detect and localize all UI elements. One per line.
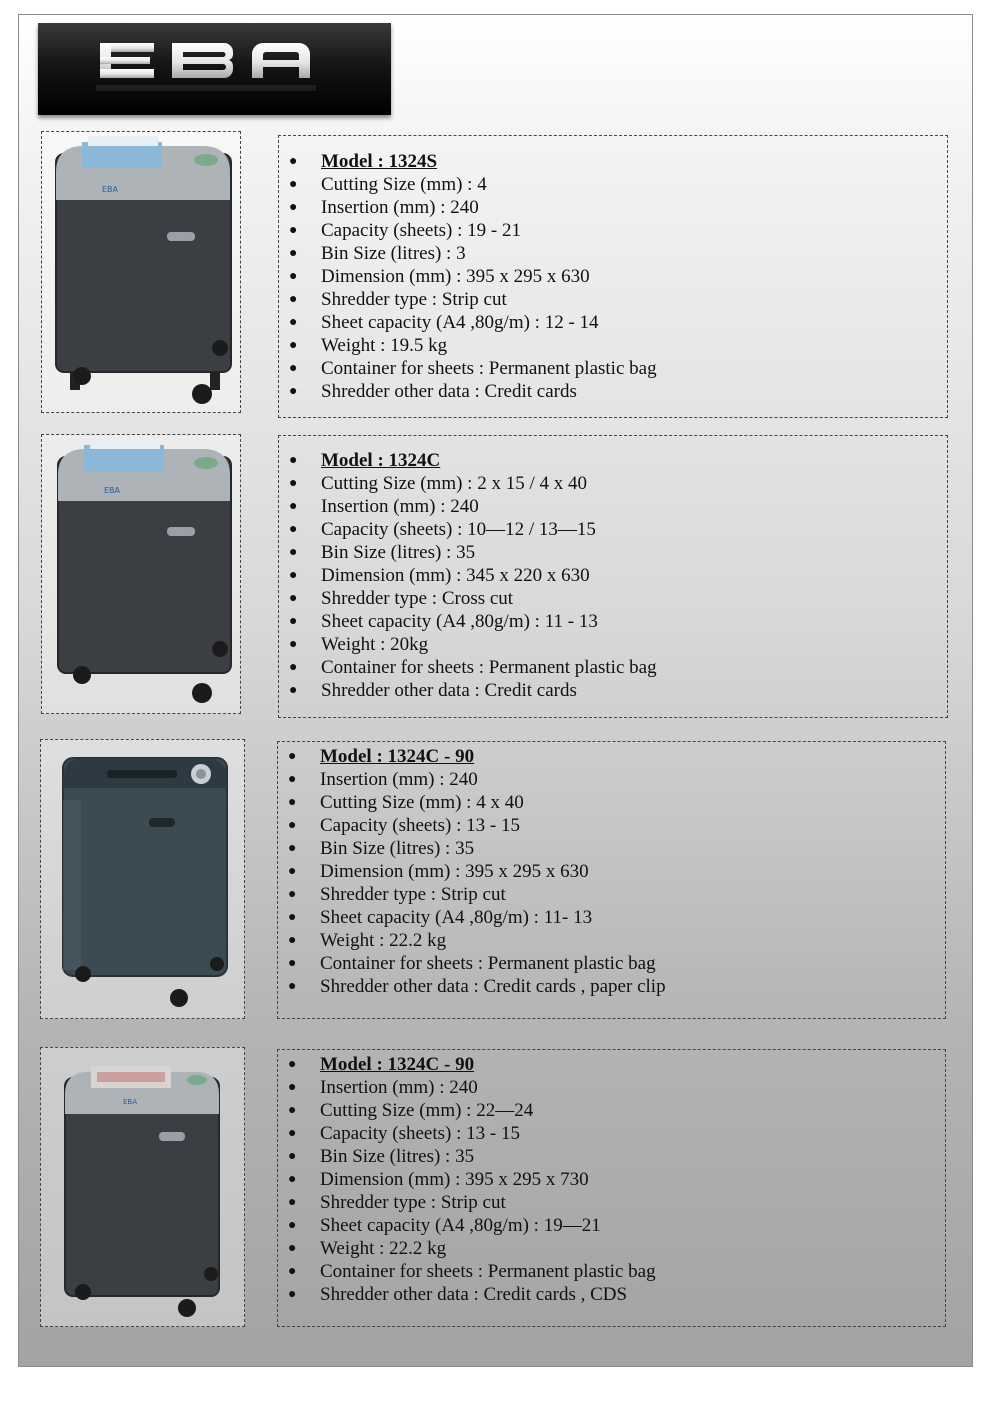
spec-item: ● Dimension (mm) : 395 x 295 x 630 xyxy=(289,266,590,287)
product-image-frame xyxy=(41,434,241,714)
spec-item: ● Shredder type : Cross cut xyxy=(289,588,514,609)
spec-item: ● Shredder other data : Credit cards , CDS xyxy=(288,1284,628,1305)
svg-text:EBA: EBA xyxy=(102,185,119,194)
product-image-frame xyxy=(40,1047,245,1327)
spec-list xyxy=(278,745,945,998)
spec-item: ● Shredder other data : Credit cards , paper clip xyxy=(288,976,666,997)
spec-item: ● Dimension (mm) : 395 x 295 x 630 xyxy=(288,861,589,882)
spec-item: ● Weight : 22.2 kg xyxy=(288,1238,447,1259)
spec-item: ● Cutting Size (mm) : 2 x 15 / 4 x 40 xyxy=(289,473,587,494)
spec-panel xyxy=(278,135,948,418)
spec-item: ● Sheet capacity (A4 ,80g/m) : 19—21 xyxy=(288,1215,601,1236)
spec-item: ● Cutting Size (mm) : 4 x 40 xyxy=(288,792,524,813)
spec-item: ● Capacity (sheets) : 13 - 15 xyxy=(288,815,520,836)
spec-item-model: ● Model : 1324C - 90 xyxy=(288,746,475,767)
spec-item: ● Weight : 19.5 kg xyxy=(289,335,448,356)
svg-text:EBA: EBA xyxy=(123,1098,138,1106)
spec-item: ● Capacity (sheets) : 10—12 / 13—15 xyxy=(289,519,596,540)
spec-item: ● Capacity (sheets) : 13 - 15 xyxy=(288,1123,520,1144)
spec-item: ● Insertion (mm) : 240 xyxy=(289,197,479,218)
spec-item: ● Shredder type : Strip cut xyxy=(288,884,506,905)
spec-item: ● Container for sheets : Permanent plastic bag xyxy=(288,953,656,974)
spec-item: ● Shredder type : Strip cut xyxy=(288,1192,506,1213)
spec-item: ● Container for sheets : Permanent plastic bag xyxy=(289,657,657,678)
spec-item: ● Cutting Size (mm) : 4 xyxy=(289,174,487,195)
spec-item: ● Insertion (mm) : 240 xyxy=(289,496,479,517)
spec-panel xyxy=(277,1049,946,1327)
spec-item: ● Dimension (mm) : 395 x 295 x 730 xyxy=(288,1169,589,1190)
spec-item: ● Insertion (mm) : 240 xyxy=(288,769,478,790)
product-image-frame xyxy=(41,131,241,413)
spec-item: ● Sheet capacity (A4 ,80g/m) : 11- 13 xyxy=(288,907,593,928)
spec-item: ● Weight : 22.2 kg xyxy=(288,930,447,951)
spec-panel xyxy=(278,435,948,718)
shredder-image xyxy=(41,740,246,1020)
shredder-image xyxy=(42,435,242,715)
spec-list xyxy=(278,1053,945,1306)
spec-item: ● Bin Size (litres) : 35 xyxy=(288,838,475,859)
spec-item: ● Container for sheets : Permanent plastic bag xyxy=(289,358,657,379)
spec-item: ● Bin Size (litres) : 35 xyxy=(288,1146,475,1167)
shredder-image xyxy=(41,1048,246,1328)
spec-item-model: ● Model : 1324S xyxy=(289,151,438,172)
spec-item: ● Capacity (sheets) : 19 - 21 xyxy=(289,220,521,241)
spec-item: ● Sheet capacity (A4 ,80g/m) : 11 - 13 xyxy=(289,611,598,632)
eba-logo xyxy=(38,23,391,115)
spec-list xyxy=(279,449,947,702)
spec-item-model: ● Model : 1324C - 90 xyxy=(288,1054,475,1075)
spec-item: ● Shredder other data : Credit cards xyxy=(289,680,577,701)
spec-item: ● Weight : 20kg xyxy=(289,634,429,655)
spec-item: ● Cutting Size (mm) : 22—24 xyxy=(288,1100,534,1121)
spec-item: ● Container for sheets : Permanent plastic bag xyxy=(288,1261,656,1282)
spec-item: ● Shredder type : Strip cut xyxy=(289,289,507,310)
spec-item: ● Sheet capacity (A4 ,80g/m) : 12 - 14 xyxy=(289,312,599,333)
spec-item: ● Shredder other data : Credit cards xyxy=(289,381,577,402)
spec-item: ● Bin Size (litres) : 3 xyxy=(289,243,466,264)
shredder-image xyxy=(42,132,242,414)
svg-text:EBA: EBA xyxy=(104,486,121,495)
spec-item: ● Insertion (mm) : 240 xyxy=(288,1077,478,1098)
spec-list xyxy=(279,150,947,403)
spec-item: ● Dimension (mm) : 345 x 220 x 630 xyxy=(289,565,590,586)
spec-item-model: ● Model : 1324C xyxy=(289,450,441,471)
product-image-frame xyxy=(40,739,245,1019)
spec-panel xyxy=(277,741,946,1019)
spec-item: ● Bin Size (litres) : 35 xyxy=(289,542,476,563)
